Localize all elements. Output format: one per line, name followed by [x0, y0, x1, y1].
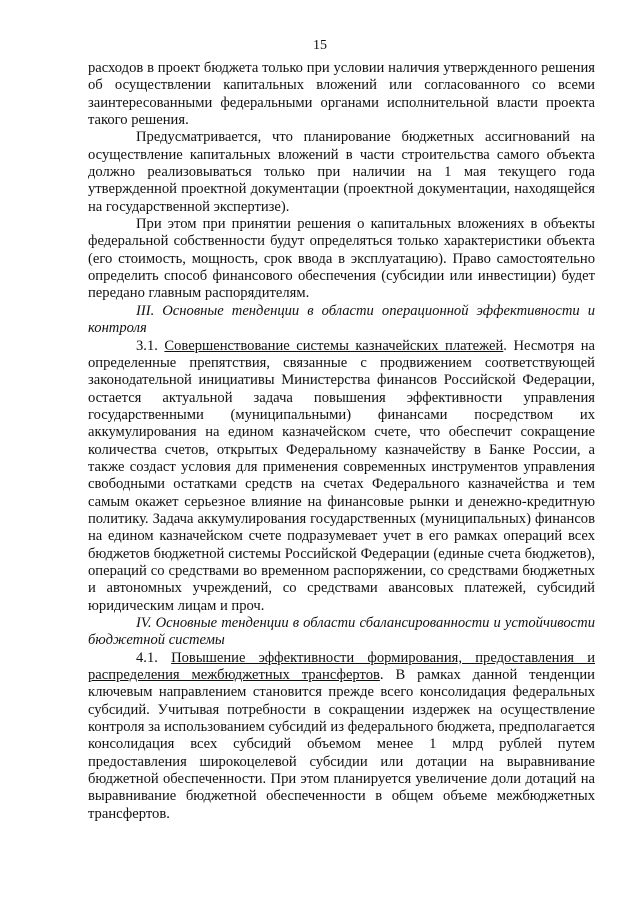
paragraph-4-1	[88, 650, 595, 823]
paragraph-2: Предусматривается, что планирование бюджетных ассигнований на осуществление капитальных вложений в части строительства самого объекта должно реализовываться только при наличии на 1 мая текущего года утвержденной проектной документации (проектной документации, находящейся на государственной экспертизе).	[88, 129, 595, 215]
paragraph-3-1-text: . Несмотря на определенные препятствия, связанные с продвижением соответствующей законодательной инициативы Министерства финансов Российской Федерации, остается актуальной задача повышения эффективности управления государственными (муниципальными) финансами посредством их аккумулирования на едином казначейском счете, что обеспечит сокращение количества счетов, открытых Федеральному казначейству в Банке России, а также создаст условия для применения современных инструментов управления свободными остатками средств на счетах Федерального казначейства и тем самым окажет серьезное влияние на финансовые рынки и денежно-кредитную политику. Задача аккумулирования государственных (муниципальных) финансов на едином казначейском счете подразумевает учет в его рамках операций всех бюджетов бюджетной системы Российской Федерации (единые счета бюджетов), операций со средствами во временном распоряжении, со средствами бюджетных и автономных учреждений, со средствами авансовых платежей, субсидий юридическим лицам и проч.	[88, 337, 595, 614]
document-body	[88, 60, 595, 823]
paragraph-3-1	[88, 338, 595, 616]
paragraph-4-1-text: . В рамках данной тенденции ключевым направлением становится прежде всего консолидация федеральных субсидий. Учитывая потребности в сокращении издержек на осуществление контроля за использованием субсидий из федерального бюджета, предполагается консолидация всех субсидий объемом менее 1 млрд рублей путем предоставления широкоцелевой субсидии или дотации на выравнивание бюджетной обеспеченности. При этом планируется увеличение доли дотаций на выравнивание бюджетной обеспеченности в общем объеме межбюджетных трансфертов.	[88, 667, 595, 822]
section-3-heading: III. Основные тенденции в области операционной эффективности и контроля	[88, 302, 595, 337]
page-number: 15	[313, 38, 327, 53]
section-4-heading: IV. Основные тенденции в области сбалансированности и устойчивости бюджетной системы	[88, 615, 595, 649]
paragraph-3: При этом при принятии решения о капитальных вложениях в объекты федеральной собственности будут определяться только характеристики объекта (его стоимость, мощность, срок ввода в эксплуатацию). Право самостоятельно определить способ финансового обеспечения (субсидии или инвестиции) будет передано главным распорядителям.	[88, 216, 595, 302]
paragraph-3-1-number: 3.1.	[136, 337, 165, 354]
paragraph-3-1-title: Совершенствование системы казначейских платежей	[164, 337, 504, 354]
paragraph-4-1-title: Повышение эффективности формирования, предоставления и распределения межбюджетных трансфертов	[88, 649, 596, 684]
paragraph-1: расходов в проект бюджета только при условии наличия утвержденного решения об осуществлении капитальных вложений или согласованного со всеми заинтересованными федеральными органами исполнительной власти проекта такого решения.	[88, 60, 595, 129]
paragraph-4-1-number: 4.1.	[136, 649, 172, 666]
